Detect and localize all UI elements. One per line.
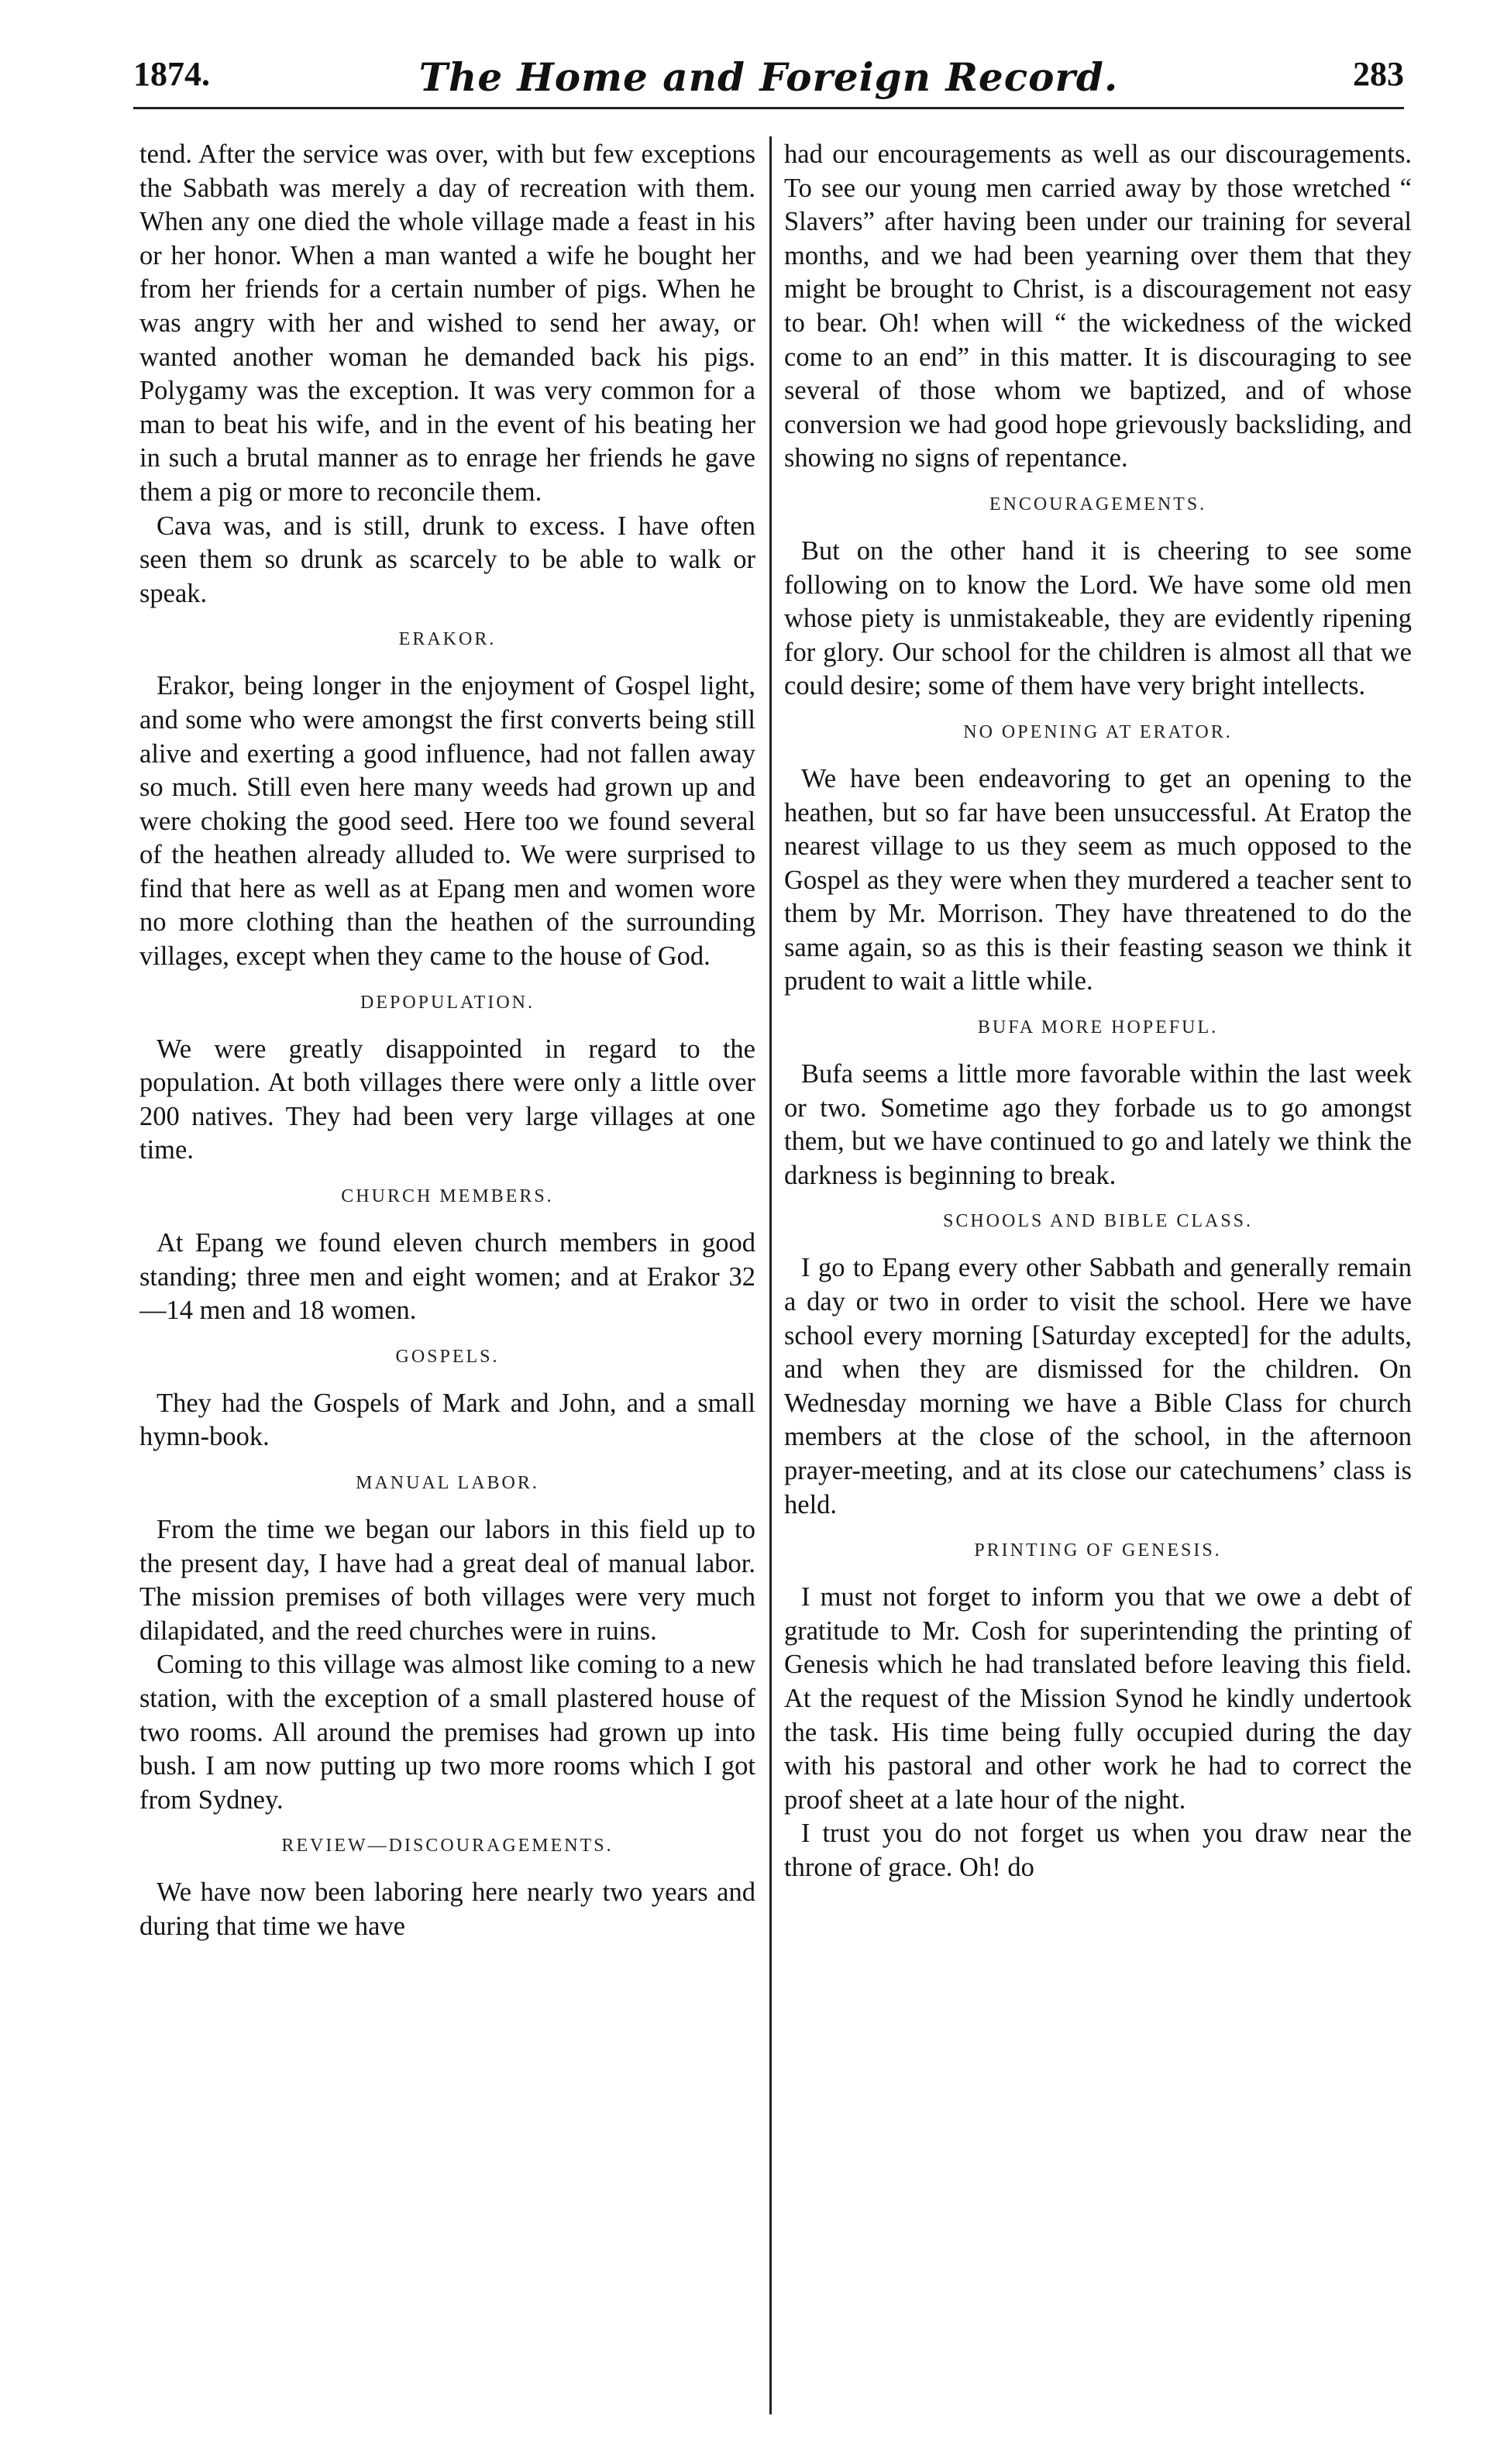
paragraph: I must not forget to inform you that we owe a debt of gratitude to Mr. Cosh for superintending the printing of Genesis which he had translated before leaving this field. At the request of the Mission Synod he kindly undertook the task. His time being fully occupied during the day with his pastoral and other work he had to correct the proof sheet at a late hour of the night. xyxy=(784,1582,1412,1815)
paragraph: Coming to this village was almost like coming to a new station, with the exception of a small plastered house of two rooms. All around the premises had grown up into bush. I am now putting up two more rooms which I got from Sydney. xyxy=(139,1650,755,1815)
paragraph: Erakor, being longer in the enjoyment of Gospel light, and some who were amongst the first converts being still alive and exerting a good influence, had not fallen away so much. Still even here many weeds had grown up and were choking the good seed. Here too we found several of the heathen already alluded to. We were surprised to find that here as well as at Epang men and women wore no more clothing than the heathen of the surrounding villages, except when they came to the house of God. xyxy=(139,671,755,972)
paragraph: We were greatly disappointed in regard to the population. At both villages there were only a little over 200 natives. They had been very large villages at one time. xyxy=(139,1034,755,1165)
paragraph: They had the Gospels of Mark and John, and a small hymn-book. xyxy=(139,1388,755,1452)
paragraph: I trust you do not forget us when you draw near the throne of grace. Oh! do xyxy=(784,1819,1412,1882)
journal-title: The Home and Foreign Record. xyxy=(418,54,1119,100)
right-column xyxy=(784,138,1412,2420)
section-heading-no-opening: NO OPENING AT ERATOR. xyxy=(963,721,1233,742)
section-heading-manual-labor: MANUAL LABOR. xyxy=(356,1473,539,1493)
section-heading-depopulation: DEPOPULATION. xyxy=(360,992,535,1013)
section-heading-encouragements: ENCOURAGEMENTS. xyxy=(989,494,1207,514)
section-heading-bufa: BUFA MORE HOPEFUL. xyxy=(977,1017,1219,1038)
paragraph: Cava was, and is still, drunk to excess. I have often seen them so drunk as scarcely to be able to walk or speak. xyxy=(139,511,755,608)
running-head xyxy=(133,54,1404,108)
section-heading-gospels: GOSPELS. xyxy=(395,1346,500,1367)
header-year: 1874. xyxy=(133,55,210,93)
paragraph: I go to Epang every other Sabbath and generally remain a day or two in order to visit the school. Here we have school every morning [Saturday excepted] for the adults, and when they are dismissed for the children. On Wednesday morning we have a Bible Class for church members at the close of the school, in the afternoon prayer-meeting, and at its close our catechumens’ class is held. xyxy=(784,1253,1412,1519)
paragraph: We have been endeavoring to get an opening to the heathen, but so far have been unsuccessful. At Eratop the nearest village to us they seem as much opposed to the Gospel as they were when they murdered a teacher sent to them by Mr. Morrison. They have threatened to do the same again, so as this is their feasting season we think it prudent to wait a little while. xyxy=(784,763,1412,996)
section-heading-review: REVIEW—DISCOURAGEMENTS. xyxy=(281,1836,614,1857)
paragraph: We have now been laboring here nearly two years and during that time we have xyxy=(139,1877,755,1941)
paragraph: tend. After the service was over, with but few exceptions the Sabbath was merely a day of recreation with them. When any one died the whole village made a feast in his or her honor. When a man wanted a wife he bought her from her friends for a certain number of pigs. When he was angry with her and wished to send her away, or wanted another woman he demanded back his pigs. Polygamy was the exception. It was very common for a man to beat his wife, and in the event of his beating her in such a brutal manner as to enrage her friends he gave them a pig or more to reconcile them. xyxy=(139,139,755,507)
page-number: 283 xyxy=(1353,55,1404,93)
section-heading-erakor: ERAKOR. xyxy=(398,629,497,650)
paragraph: At Epang we found eleven church members in good standing; three men and eight women; and at Erakor 32—14 men and 18 women. xyxy=(139,1228,755,1326)
paragraph: From the time we began our labors in this field up to the present day, I have had a great deal of manual labor. The mission premises of both villages were very much dilapidated, and the reed churches were in ruins. xyxy=(139,1515,755,1646)
header-rule xyxy=(133,107,1404,109)
column-divider xyxy=(769,136,772,2414)
paragraph: But on the other hand it is cheering to see some following on to know the Lord. We have some old men whose piety is unmistakeable, they are evidently ripening for glory. Our school for the children is almost all that we could desire; some of them have very bright intellects. xyxy=(784,535,1412,701)
section-heading-printing: PRINTING OF GENESIS. xyxy=(974,1540,1222,1561)
left-column xyxy=(139,138,755,2420)
section-heading-church-members: CHURCH MEMBERS. xyxy=(341,1186,554,1207)
section-heading-schools: SCHOOLS AND BIBLE CLASS. xyxy=(942,1211,1254,1232)
paragraph: had our encouragements as well as our discouragements. To see our young men carried away by those wretched “ Slavers” after having been under our training for several months, and we had been yearning over them that they might be brought to Christ, is a discouragement not easy to bear. Oh! when will “ the wickedness of the wicked come to an end” in this matter. It is discouraging to see several of those whom we baptized, and of whose conversion we had good hope grievously backsliding, and showing no signs of repentance. xyxy=(784,139,1412,473)
paragraph: Bufa seems a little more favorable within the last week or two. Sometime ago they forbade us to go amongst them, but we have continued to go and lately we think the darkness is beginning to break. xyxy=(784,1059,1412,1190)
